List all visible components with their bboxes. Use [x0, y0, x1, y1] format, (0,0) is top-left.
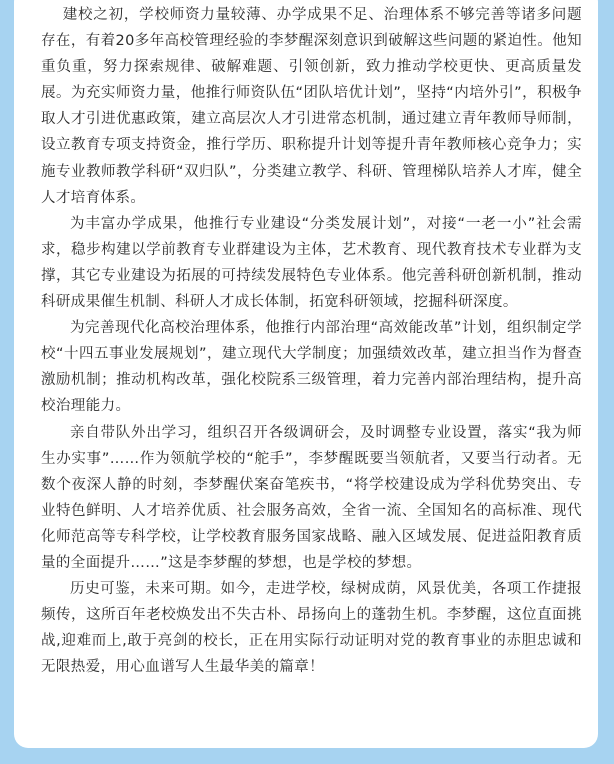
article-paragraph-5: 历史可鉴，未来可期。如今，走进学校，绿树成荫，风景优美，各项工作捷报频传，这所百年老校焕发出不失古朴、昂扬向上的蓬勃生机。李梦醒，这位直面挑战,迎难而上,敢于亮剑的校长，正在用实际行动证明对党的教育事业的赤胆忠诚和无限热爱，用心血谱写人生最华美的篇章！ — [41, 581, 582, 676]
article-paragraph-4: 亲自带队外出学习，组织召开各级调研会，及时调整专业设置，落实“我为师生办实事”……作为领航学校的“舵手”，李梦醒既要当领航者，又要当行动者。无数个夜深人静的时刻，李梦醒伏案奋笔疾书，“将学校建设成为学科优势突出、专业特色鲜明、人才培养优质、社会服务高效，全省一流、全国知名的高标准、现代化师范高等专科学校，让学校教育服务国家战略、融入区域发展、促进益阳教育质量的全面提升……”这是李梦醒的梦想，也是学校的梦想。 — [41, 424, 582, 571]
article-paragraph-2: 为丰富办学成果，他推行专业建设“分类发展计划”，对接“一老一小”社会需求，稳步构建以学前教育专业群建设为主体，艺术教育、现代教育技术专业群为支撑，其它专业建设为拓展的可持续发展特色专业体系。他完善科研创新机制，推动科研成果催生机制、科研人才成长体制，拓宽科研领域，挖掘科研深度。 — [41, 215, 582, 311]
article-card — [14, 0, 598, 748]
article-paragraph-1: 建校之初，学校师资力量较薄、办学成果不足、治理体系不够完善等诸多问题存在，有着20多年高校管理经验的李梦醒深刻意识到破解这些问题的紧迫性。他知重负重，努力探索规律、破解难题、引领创新，致力推动学校更快、更高质量发展。为充实师资力量，他推行师资队伍“团队培优计划”，坚持“内培外引”，积极争取人才引进优惠政策，建立高层次人才引进常态机制，通过建立青年教师导师制，设立教育专项支持资金，推行学历、职称提升计划等提升青年教师核心竞争力；实施专业教师教学科研“双归队”，分类建立教学、科研、管理梯队培养人才库，健全人才培育体系。 — [41, 7, 582, 206]
article-paragraph-3: 为完善现代化高校治理体系，他推行内部治理“高效能改革”计划，组织制定学校“十四五事业发展规划”，建立现代大学制度；加强绩效改革，建立担当作为督查激励机制；推动机构改革，强化校院系三级管理，着力完善内部治理结构，提升高校治理能力。 — [41, 320, 582, 415]
